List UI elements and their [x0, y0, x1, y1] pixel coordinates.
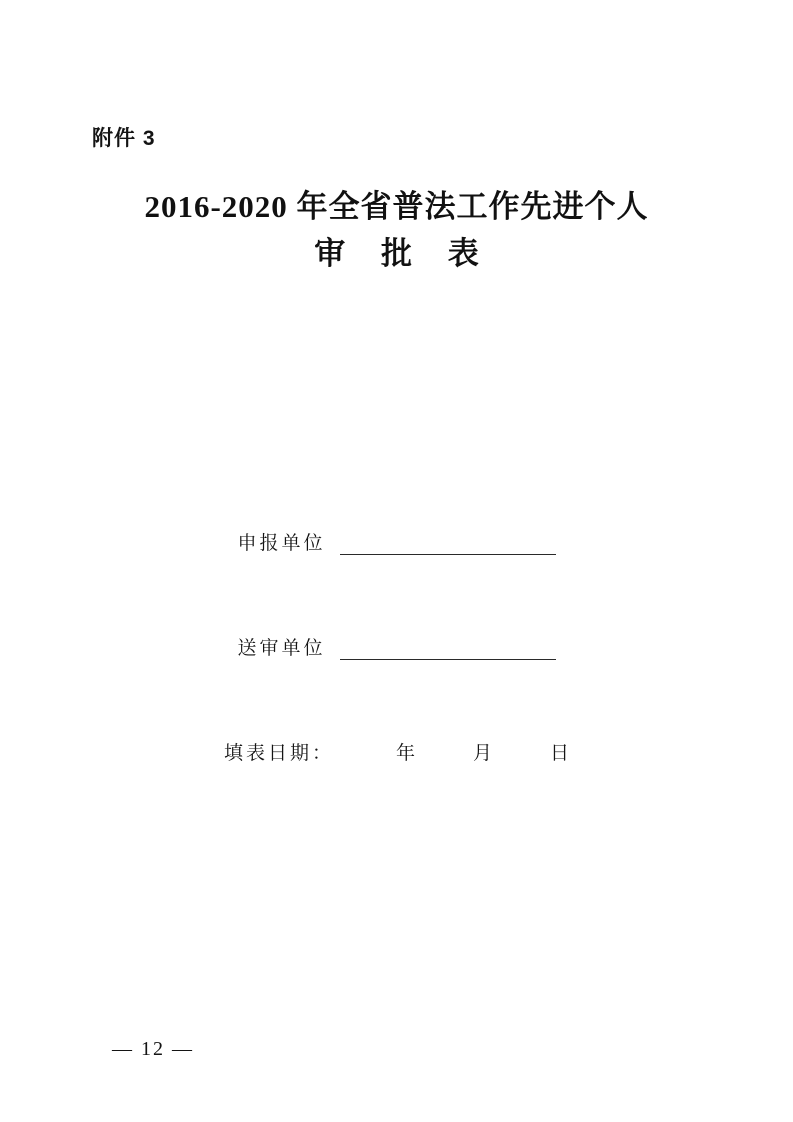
declaring-unit-label: 申报单位	[237, 533, 326, 554]
page-number: — 12 —	[112, 1038, 194, 1060]
year-unit-label: 年	[395, 743, 415, 764]
reviewing-unit-label: 送审单位	[237, 638, 326, 659]
attachment-label: 附件 3	[92, 127, 156, 150]
field-row-declaring-unit	[0, 528, 793, 555]
field-row-fill-date	[0, 738, 793, 765]
document-title	[0, 188, 793, 275]
form-fields	[0, 528, 793, 765]
declaring-unit-input[interactable]	[340, 536, 556, 555]
month-unit-label: 月	[473, 743, 493, 764]
title-line-primary: 2016-2020 年全省普法工作先进个人	[144, 189, 649, 224]
field-row-reviewing-unit	[0, 633, 793, 660]
title-line-secondary: 审 批 表	[314, 235, 493, 271]
fill-date-label: 填表日期：	[223, 743, 334, 764]
reviewing-unit-input[interactable]	[340, 641, 556, 660]
day-unit-label: 日	[550, 743, 570, 764]
